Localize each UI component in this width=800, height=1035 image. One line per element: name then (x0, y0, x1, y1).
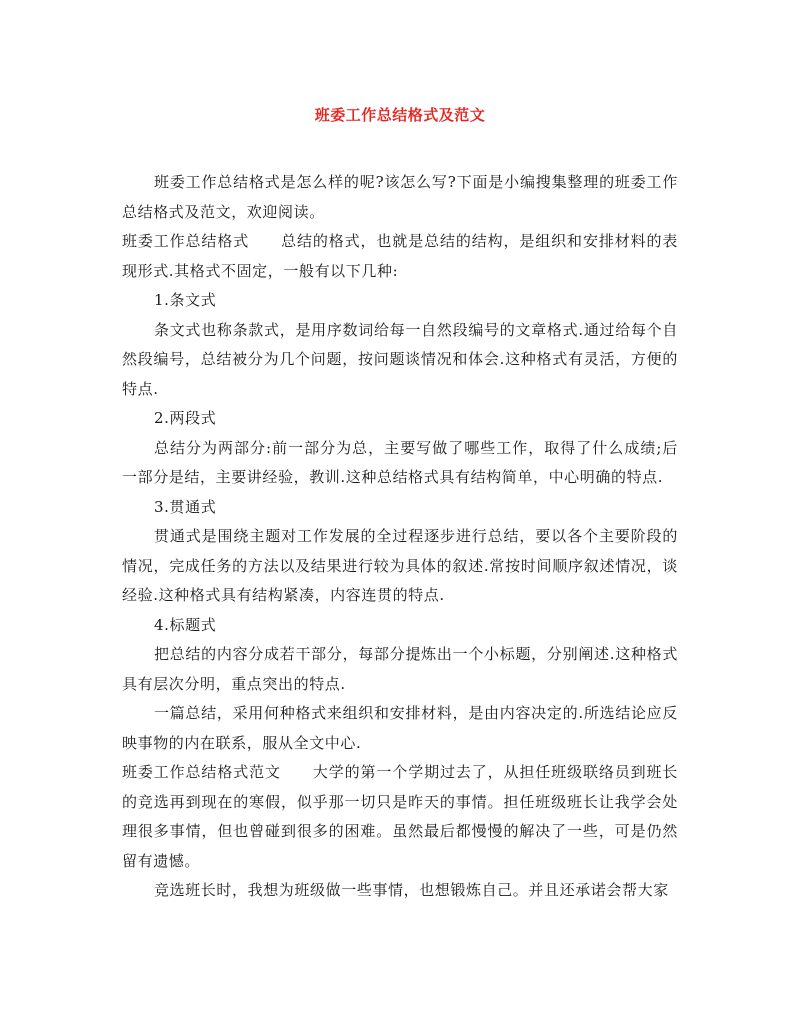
paragraph-text: 2.两段式 (154, 409, 217, 427)
document-title: 班委工作总结格式及范文 (314, 106, 486, 124)
paragraph-text: 大学的第一个学期过去了，从担任班级联络员到班长的竞选再到现在的寒假，似乎那一切只是昨天的事情。担任班级班长让我学会处理很多事情，但也曾碰到很多的困难。虽然最后都慢慢的解决了一些，可是仍然留有遗憾。 (122, 763, 678, 870)
paragraph-text: 一篇总结，采用何种格式来组织和安排材料，是由内容决定的.所选结论应反映事物的内在联系，服从全文中心. (122, 704, 678, 752)
body-paragraph (122, 876, 678, 906)
document-body (122, 168, 678, 906)
section-paragraph (122, 227, 678, 286)
paragraph-text: 把总结的内容分成若干部分，每部分提炼出一个小标题，分别阐述.这种格式具有层次分明，重点突出的特点. (122, 645, 678, 693)
paragraph-text: 班委工作总结格式是怎么样的呢?该怎么写?下面是小编搜集整理的班委工作总结格式及范文，欢迎阅读。 (122, 173, 678, 221)
body-paragraph (122, 522, 678, 611)
body-paragraph (122, 434, 678, 493)
body-paragraph (122, 640, 678, 699)
paragraph-text: 1.条文式 (154, 291, 217, 309)
body-paragraph (122, 493, 678, 523)
body-paragraph (122, 611, 678, 641)
paragraph-text: 4.标题式 (154, 615, 217, 634)
body-paragraph (122, 168, 678, 227)
paragraph-text: 3.贯通式 (154, 497, 217, 516)
body-paragraph (122, 404, 678, 434)
paragraph-text: 条文式也称条款式，是用序数词给每一自然段编号的文章格式.通过给每个自然段编号，总结被分为几个问题，按问题谈情况和体会.这种格式有灵活，方便的特点. (122, 320, 678, 398)
section-paragraph (122, 758, 678, 876)
paragraph-text: 贯通式是围绕主题对工作发展的全过程逐步进行总结，要以各个主要阶段的情况，完成任务的方法以及结果进行较为具体的叙述.常按时间顺序叙述情况，谈经验.这种格式具有结构紧凑，内容连贯的特点. (122, 527, 678, 604)
paragraph-text: 总结分为两部分:前一部分为总，主要写做了哪些工作，取得了什么成绩;后一部分是结，主要讲经验，教训.这种总结格式具有结构简单，中心明确的特点. (122, 438, 678, 486)
section-heading: 班委工作总结格式 (122, 232, 250, 250)
document-page (122, 100, 678, 906)
paragraph-text: 总结的格式，也就是总结的结构，是组织和安排材料的表现形式.其格式不固定，一般有以下几种: (122, 232, 678, 280)
paragraph-text: 竞选班长时，我想为班级做一些事情，也想锻炼自己。并且还承诺会帮大家 (154, 881, 669, 899)
body-paragraph (122, 286, 678, 316)
body-paragraph (122, 316, 678, 405)
section-heading: 班委工作总结格式范文 (122, 763, 281, 781)
body-paragraph (122, 699, 678, 758)
